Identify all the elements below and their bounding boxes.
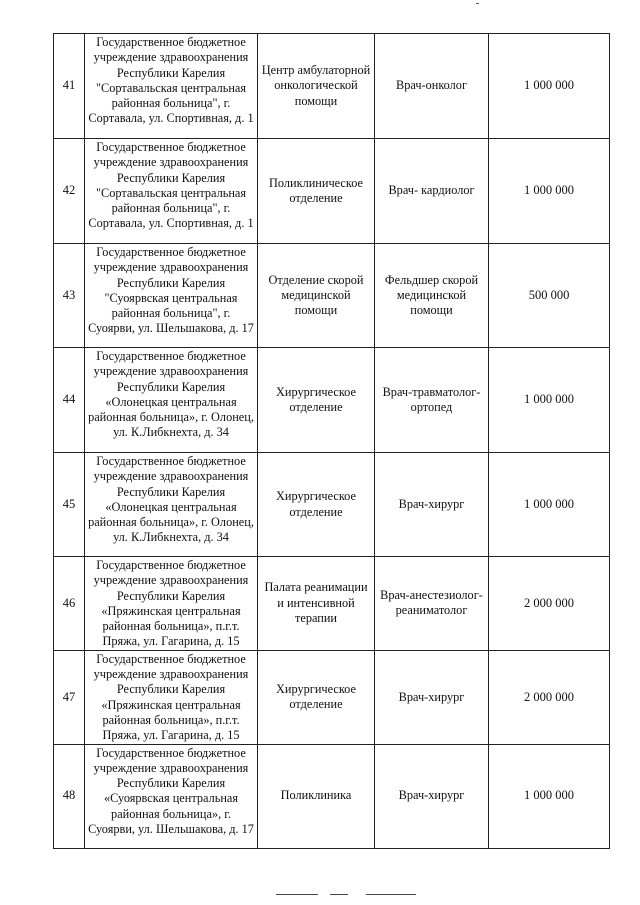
organization-name: Государственное бюджетное учреждение здравоохранения Республики Карелия «Олонецкая центральная районная больница», г. Олонец, ул. К.Либкнехта, д. 34 <box>85 453 258 557</box>
table-row <box>54 348 610 453</box>
department-name: Отделение скорой медицинской помощи <box>258 244 375 348</box>
payment-amount: 2 000 000 <box>489 650 610 744</box>
organization-name: Государственное бюджетное учреждение здравоохранения Республики Карелия "Суоярвская центральная районная больница", г. Суоярви, ул. Шельшакова, д. 17 <box>85 244 258 348</box>
position-name: Врач-хирург <box>375 744 489 848</box>
table-row <box>54 244 610 348</box>
payment-amount: 1 000 000 <box>489 744 610 848</box>
signature-line <box>366 894 416 895</box>
organization-name: Государственное бюджетное учреждение здравоохранения Республики Карелия "Сортавальская центральная районная больница", г. Сортавала, ул. Спортивная, д. 1 <box>85 139 258 244</box>
department-name: Центр амбулаторной онкологической помощи <box>258 34 375 139</box>
payment-amount: 1 000 000 <box>489 348 610 453</box>
row-number: 41 <box>54 34 85 139</box>
department-name: Хирургическое отделение <box>258 453 375 557</box>
position-name: Врач-онколог <box>375 34 489 139</box>
row-number: 48 <box>54 744 85 848</box>
signature-line <box>330 894 348 895</box>
vacancy-table-body <box>54 34 610 849</box>
row-number: 47 <box>54 650 85 744</box>
payment-amount: 1 000 000 <box>489 34 610 139</box>
table-row <box>54 139 610 244</box>
payment-amount: 2 000 000 <box>489 557 610 651</box>
organization-name: Государственное бюджетное учреждение здравоохранения Республики Карелия «Олонецкая центральная районная больница», г. Олонец, ул. К.Либкнехта, д. 34 <box>85 348 258 453</box>
department-name: Хирургическое отделение <box>258 650 375 744</box>
row-number: 44 <box>54 348 85 453</box>
row-number: 42 <box>54 139 85 244</box>
payment-amount: 1 000 000 <box>489 139 610 244</box>
organization-name: Государственное бюджетное учреждение здравоохранения Республики Карелия «Пряжинская центральная районная больница», п.г.т. Пряжа, ул. Гагарина, д. 15 <box>85 557 258 651</box>
table-row <box>54 744 610 848</box>
position-name: Врач-травматолог-ортопед <box>375 348 489 453</box>
position-name: Врач-анестезиолог-реаниматолог <box>375 557 489 651</box>
position-name: Фельдшер скорой медицинской помощи <box>375 244 489 348</box>
row-number: 45 <box>54 453 85 557</box>
row-number: 46 <box>54 557 85 651</box>
vacancy-table <box>53 33 610 849</box>
department-name: Хирургическое отделение <box>258 348 375 453</box>
signature-line <box>276 894 318 895</box>
payment-amount: 500 000 <box>489 244 610 348</box>
position-name: Врач- кардиолог <box>375 139 489 244</box>
payment-amount: 1 000 000 <box>489 453 610 557</box>
position-name: Врач-хирург <box>375 650 489 744</box>
organization-name: Государственное бюджетное учреждение здравоохранения Республики Карелия "Сортавальская центральная районная больница", г. Сортавала, ул. Спортивная, д. 1 <box>85 34 258 139</box>
table-row <box>54 34 610 139</box>
position-name: Врач-хирург <box>375 453 489 557</box>
page-mark <box>476 3 479 4</box>
table-row <box>54 557 610 651</box>
department-name: Поликлиническое отделение <box>258 139 375 244</box>
table-row <box>54 453 610 557</box>
organization-name: Государственное бюджетное учреждение здравоохранения Республики Карелия «Пряжинская центральная районная больница», п.г.т. Пряжа, ул. Гагарина, д. 15 <box>85 650 258 744</box>
department-name: Поликлиника <box>258 744 375 848</box>
organization-name: Государственное бюджетное учреждение здравоохранения Республики Карелия «Суоярвская центральная районная больница», г. Суоярви, ул. Шельшакова, д. 17 <box>85 744 258 848</box>
department-name: Палата реанимации и интенсивной терапии <box>258 557 375 651</box>
table-row <box>54 650 610 744</box>
row-number: 43 <box>54 244 85 348</box>
